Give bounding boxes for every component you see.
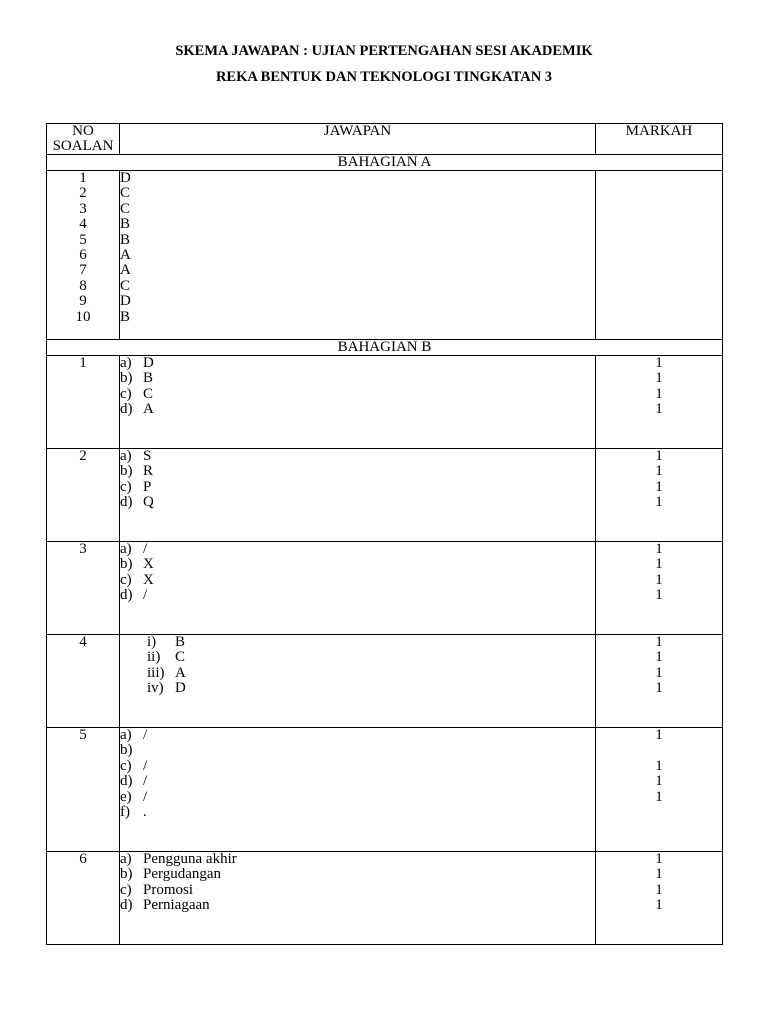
question-number: 4 bbox=[47, 635, 120, 728]
answer-item bbox=[147, 681, 595, 696]
section-a-answers bbox=[120, 171, 596, 340]
question-row bbox=[47, 449, 723, 542]
mark-value: 1 bbox=[655, 851, 663, 867]
item-label: ii) bbox=[147, 649, 161, 666]
mark-value: 1 bbox=[655, 634, 663, 650]
question-row bbox=[47, 635, 723, 728]
item-answer: Perniagaan bbox=[143, 897, 210, 914]
item-label: iii) bbox=[147, 664, 165, 681]
mark-value: 1 bbox=[655, 866, 663, 883]
item-answer: Pergudangan bbox=[143, 866, 222, 883]
mark-value bbox=[596, 743, 722, 758]
answer-item bbox=[120, 728, 595, 743]
question-number: 8 bbox=[79, 277, 87, 294]
item-answer: / bbox=[143, 541, 148, 557]
question-number: 6 bbox=[79, 247, 87, 264]
item-answer: D bbox=[143, 355, 154, 371]
item-label: f) bbox=[120, 803, 130, 820]
question-number: 1 bbox=[47, 356, 120, 449]
answer-letter: C bbox=[120, 200, 131, 217]
item-answer: D bbox=[175, 680, 186, 697]
item-label: c) bbox=[120, 571, 132, 588]
item-label: d) bbox=[120, 773, 133, 790]
item-label: e) bbox=[120, 788, 132, 805]
answer-list bbox=[120, 449, 596, 542]
answer-item bbox=[120, 480, 595, 495]
item-answer: A bbox=[143, 401, 154, 418]
answer-letter: A bbox=[120, 262, 131, 279]
answer-letter: B bbox=[120, 216, 131, 233]
mark-value: 1 bbox=[655, 556, 663, 573]
mark-value: 1 bbox=[655, 401, 663, 418]
header-no-line2: SOALAN bbox=[52, 138, 114, 154]
item-answer: / bbox=[143, 757, 148, 774]
item-answer: Pengguna akhir bbox=[143, 851, 237, 867]
answer-letter: D bbox=[120, 170, 131, 186]
mark-value: 1 bbox=[655, 370, 663, 387]
mark-value: 1 bbox=[655, 494, 663, 511]
answer-item bbox=[147, 666, 595, 681]
answer-letter: C bbox=[120, 185, 131, 202]
question-number: 10 bbox=[75, 308, 91, 325]
item-answer: R bbox=[143, 463, 154, 480]
document-subtitle: REKA BENTUK DAN TEKNOLOGI TINGKATAN 3 bbox=[215, 69, 553, 85]
question-row bbox=[47, 356, 723, 449]
item-answer: B bbox=[175, 634, 186, 650]
answer-item bbox=[120, 356, 595, 371]
item-answer: C bbox=[143, 385, 154, 402]
answer-letter: B bbox=[120, 308, 131, 325]
answer-item bbox=[120, 883, 595, 898]
answer-list bbox=[120, 542, 596, 635]
item-label: a) bbox=[120, 355, 132, 371]
header-no-line1: NO bbox=[72, 123, 94, 139]
mark-value: 1 bbox=[655, 680, 663, 697]
answer-item bbox=[147, 650, 595, 665]
header-no-soalan bbox=[47, 124, 120, 155]
mark-value: 1 bbox=[655, 463, 663, 480]
answer-item bbox=[120, 805, 595, 820]
marks-list bbox=[596, 852, 723, 945]
item-label: c) bbox=[120, 385, 132, 402]
item-answer: B bbox=[143, 370, 154, 387]
item-label: i) bbox=[147, 634, 157, 650]
question-number: 5 bbox=[47, 728, 120, 852]
answer-item bbox=[120, 495, 595, 510]
answer-item bbox=[120, 402, 595, 417]
answer-item bbox=[120, 573, 595, 588]
question-number: 1 bbox=[79, 170, 87, 186]
answer-item bbox=[120, 588, 595, 603]
answer-item bbox=[120, 387, 595, 402]
item-answer: S bbox=[143, 448, 152, 464]
item-answer: / bbox=[143, 788, 148, 805]
mark-value: 1 bbox=[655, 788, 663, 805]
question-row bbox=[47, 542, 723, 635]
answer-item bbox=[120, 464, 595, 479]
mark-value: 1 bbox=[655, 649, 663, 666]
item-label: d) bbox=[120, 494, 133, 511]
answer-item bbox=[120, 449, 595, 464]
item-answer: / bbox=[143, 773, 148, 790]
section-title-a: BAHAGIAN A bbox=[47, 155, 723, 171]
mark-value: 1 bbox=[655, 757, 663, 774]
item-label: b) bbox=[120, 463, 133, 480]
item-answer: Promosi bbox=[143, 881, 194, 898]
marks-list bbox=[596, 356, 723, 449]
item-label: b) bbox=[120, 556, 133, 573]
answer-letter: D bbox=[120, 293, 131, 310]
question-row bbox=[47, 728, 723, 852]
answer-scheme-table bbox=[46, 123, 723, 945]
item-label: a) bbox=[120, 448, 132, 464]
question-number: 2 bbox=[79, 185, 87, 202]
item-answer: Q bbox=[143, 494, 154, 511]
marks-list bbox=[596, 449, 723, 542]
item-answer: . bbox=[143, 803, 147, 820]
item-label: d) bbox=[120, 401, 133, 418]
answer-item bbox=[120, 371, 595, 386]
answer-item bbox=[120, 774, 595, 789]
item-label: a) bbox=[120, 851, 132, 867]
mark-value bbox=[596, 805, 722, 820]
mark-value: 1 bbox=[655, 571, 663, 588]
item-label: b) bbox=[120, 742, 133, 759]
answer-item bbox=[147, 635, 595, 650]
header-jawapan: JAWAPAN bbox=[120, 124, 596, 155]
mark-value: 1 bbox=[655, 727, 663, 743]
answer-item bbox=[120, 898, 595, 913]
answer-item bbox=[120, 542, 595, 557]
item-label: a) bbox=[120, 727, 132, 743]
mark-value: 1 bbox=[655, 664, 663, 681]
answer-list bbox=[120, 356, 596, 449]
question-row bbox=[47, 852, 723, 945]
section-a-numbers bbox=[47, 171, 120, 340]
item-label: c) bbox=[120, 881, 132, 898]
answer-item bbox=[120, 759, 595, 774]
answer-list bbox=[120, 728, 596, 852]
question-number: 9 bbox=[79, 293, 87, 310]
mark-value: 1 bbox=[655, 773, 663, 790]
mark-value: 1 bbox=[655, 478, 663, 495]
answer-list bbox=[120, 635, 596, 728]
item-answer: X bbox=[143, 571, 154, 588]
mark-value: 1 bbox=[655, 587, 663, 604]
marks-list bbox=[596, 635, 723, 728]
mark-value: 1 bbox=[655, 897, 663, 914]
item-answer: X bbox=[143, 556, 154, 573]
item-answer: A bbox=[175, 664, 186, 681]
item-label: d) bbox=[120, 587, 133, 604]
answer-item bbox=[120, 743, 595, 758]
section-title-b: BAHAGIAN B bbox=[47, 340, 723, 356]
item-answer: P bbox=[143, 478, 152, 495]
mark-value: 1 bbox=[655, 355, 663, 371]
question-number: 5 bbox=[79, 231, 87, 248]
question-number: 3 bbox=[47, 542, 120, 635]
item-answer: / bbox=[143, 587, 148, 604]
answer-letter: C bbox=[120, 277, 131, 294]
header-markah: MARKAH bbox=[596, 124, 723, 155]
question-number: 7 bbox=[79, 262, 87, 279]
document-title: SKEMA JAWAPAN : UJIAN PERTENGAHAN SESI AKADEMIK bbox=[175, 43, 593, 59]
item-label: a) bbox=[120, 541, 132, 557]
item-label: b) bbox=[120, 866, 133, 883]
question-number: 4 bbox=[79, 216, 87, 233]
answer-item bbox=[120, 557, 595, 572]
answer-letter: B bbox=[120, 231, 131, 248]
item-label: c) bbox=[120, 478, 132, 495]
item-answer: C bbox=[175, 649, 186, 666]
answer-item bbox=[120, 790, 595, 805]
item-label: d) bbox=[120, 897, 133, 914]
question-number: 2 bbox=[47, 449, 120, 542]
item-answer: / bbox=[143, 727, 148, 743]
item-label: c) bbox=[120, 757, 132, 774]
section-a-marks bbox=[596, 171, 723, 340]
mark-value: 1 bbox=[655, 881, 663, 898]
mark-value: 1 bbox=[655, 448, 663, 464]
marks-list bbox=[596, 728, 723, 852]
answer-item bbox=[120, 852, 595, 867]
item-label: iv) bbox=[147, 680, 164, 697]
answer-item bbox=[120, 867, 595, 882]
item-label: b) bbox=[120, 370, 133, 387]
question-number: 3 bbox=[79, 200, 87, 217]
mark-value: 1 bbox=[655, 541, 663, 557]
answer-list bbox=[120, 852, 596, 945]
question-number: 6 bbox=[47, 852, 120, 945]
marks-list bbox=[596, 542, 723, 635]
answer-letter: A bbox=[120, 247, 131, 264]
mark-value: 1 bbox=[655, 385, 663, 402]
